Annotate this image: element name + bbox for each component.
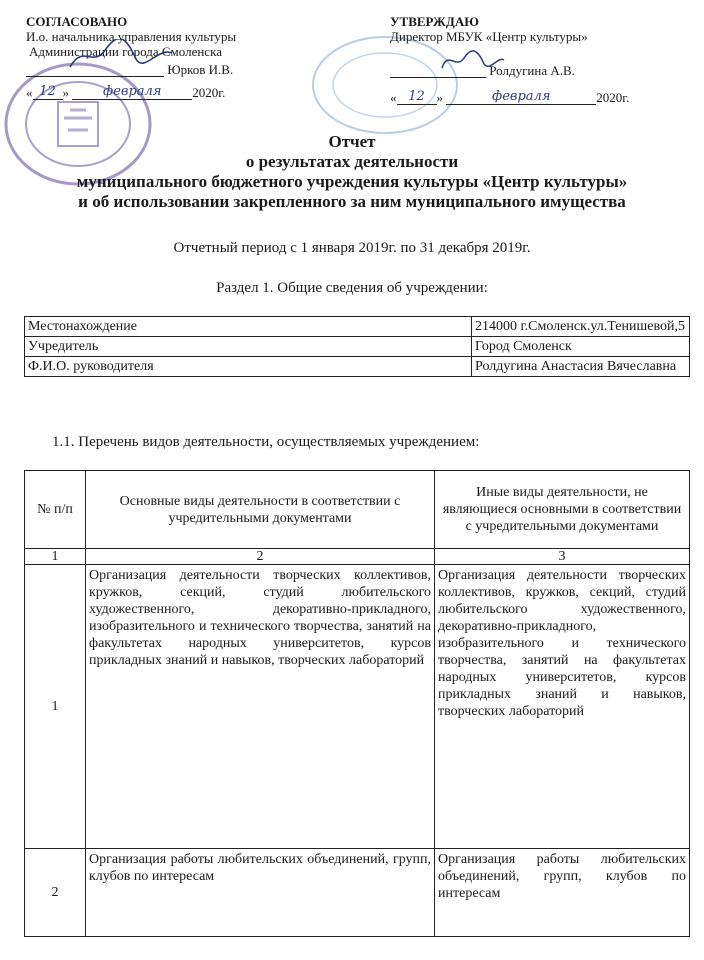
- approval-block-left: СОГЛАСОВАНО И.о. начальника управления культуры Администрации города Смоленска Юрков И.В. « 12 » февраля 2020г.: [26, 14, 316, 100]
- approval-block-right: УТВЕРЖДАЮ Директор МБУК «Центр культуры» Ролдугина А.В. « 12 » февраля 2020г.: [390, 14, 690, 105]
- approval-month-left: февраля: [103, 84, 162, 99]
- title-line-2: о результатах деятельности: [245, 152, 459, 171]
- row-main-activity: Организация работы любительских объединений, групп, клубов по интересам: [86, 849, 435, 937]
- table-header-row: [25, 471, 690, 549]
- signature-line-left: [26, 61, 164, 77]
- reporting-period: Отчетный период с 1 января 2019г. по 31 декабря 2019г.: [173, 240, 531, 256]
- table-index-row: [25, 549, 690, 565]
- approval-signer-left: Юрков И.В.: [167, 62, 234, 77]
- approval-year-right: 2020г.: [596, 90, 630, 105]
- header-other-activities: Иные виды деятельности, не являющиеся основными в соответствии с учредительными документами: [435, 471, 690, 549]
- signature-right: [438, 46, 508, 74]
- index-cell: 1: [25, 549, 86, 565]
- approval-day-right: 12: [408, 89, 425, 104]
- approval-position-right: Директор МБУК «Центр культуры»: [390, 29, 588, 44]
- title-line-1: Отчет: [328, 132, 376, 151]
- info-label: Учредитель: [25, 337, 472, 357]
- index-cell: 3: [435, 549, 690, 565]
- signature-line-right: [390, 62, 486, 78]
- index-cell: 2: [86, 549, 435, 565]
- table-row: [25, 565, 690, 849]
- section-heading: Раздел 1. Общие сведения об учреждении:: [216, 280, 488, 296]
- report-title: [0, 132, 704, 212]
- signature-left: [66, 39, 176, 73]
- table-row: [25, 337, 690, 357]
- activities-table: [24, 470, 690, 937]
- title-line-4: и об использовании закрепленного за ним муниципального имущества: [78, 192, 626, 211]
- info-value: Город Смоленск: [472, 337, 690, 357]
- approval-heading-right: УТВЕРЖДАЮ: [390, 14, 479, 29]
- info-value: Ролдугина Анастасия Вячеславна: [472, 357, 690, 377]
- row-main-activity: Организация деятельности творческих коллективов, кружков, секций, студий любительского художественного, декоративно-прикладного, изобразительного и технического творчества, занятий на факультетах народных университетов, курсов прикладных знаний и навыков, творческих лабораторий: [86, 565, 435, 849]
- header-main-activities: Основные виды деятельности в соответствии с учредительными документами: [86, 471, 435, 549]
- general-info-table: [24, 316, 690, 377]
- subsection-heading: 1.1. Перечень видов деятельности, осуществляемых учреждением:: [52, 434, 480, 450]
- table-row: [25, 317, 690, 337]
- approval-organization-left: Администрации города Смоленска: [29, 44, 222, 59]
- table-row: [25, 357, 690, 377]
- row-num: 2: [25, 849, 86, 937]
- approval-position-left: И.о. начальника управления культуры: [26, 29, 237, 44]
- info-value: 214000 г.Смоленск.ул.Тенишевой,5: [472, 317, 690, 337]
- header-num: № п/п: [25, 471, 86, 549]
- approval-heading-left: СОГЛАСОВАНО: [26, 14, 128, 29]
- approval-year-left: 2020г.: [192, 85, 226, 100]
- approval-day-left: 12: [39, 84, 56, 99]
- info-label: Ф.И.О. руководителя: [25, 357, 472, 377]
- title-line-3: муниципального бюджетного учреждения культуры «Центр культуры»: [76, 172, 628, 191]
- row-other-activity: Организация деятельности творческих коллективов, кружков, секций, студий любительского художественного, декоративно-прикладного, изобразительного и технического творчества, занятий на факультетах народных университетов, курсов прикладных знаний и навыков, творческих лабораторий: [435, 565, 690, 849]
- row-other-activity: Организация работы любительских объединений, групп, клубов по интересам: [435, 849, 690, 937]
- table-row: [25, 849, 690, 937]
- row-num: 1: [25, 565, 86, 849]
- info-label: Местонахождение: [25, 317, 472, 337]
- approval-month-right: февраля: [492, 89, 551, 104]
- approval-signer-right: Ролдугина А.В.: [489, 63, 575, 78]
